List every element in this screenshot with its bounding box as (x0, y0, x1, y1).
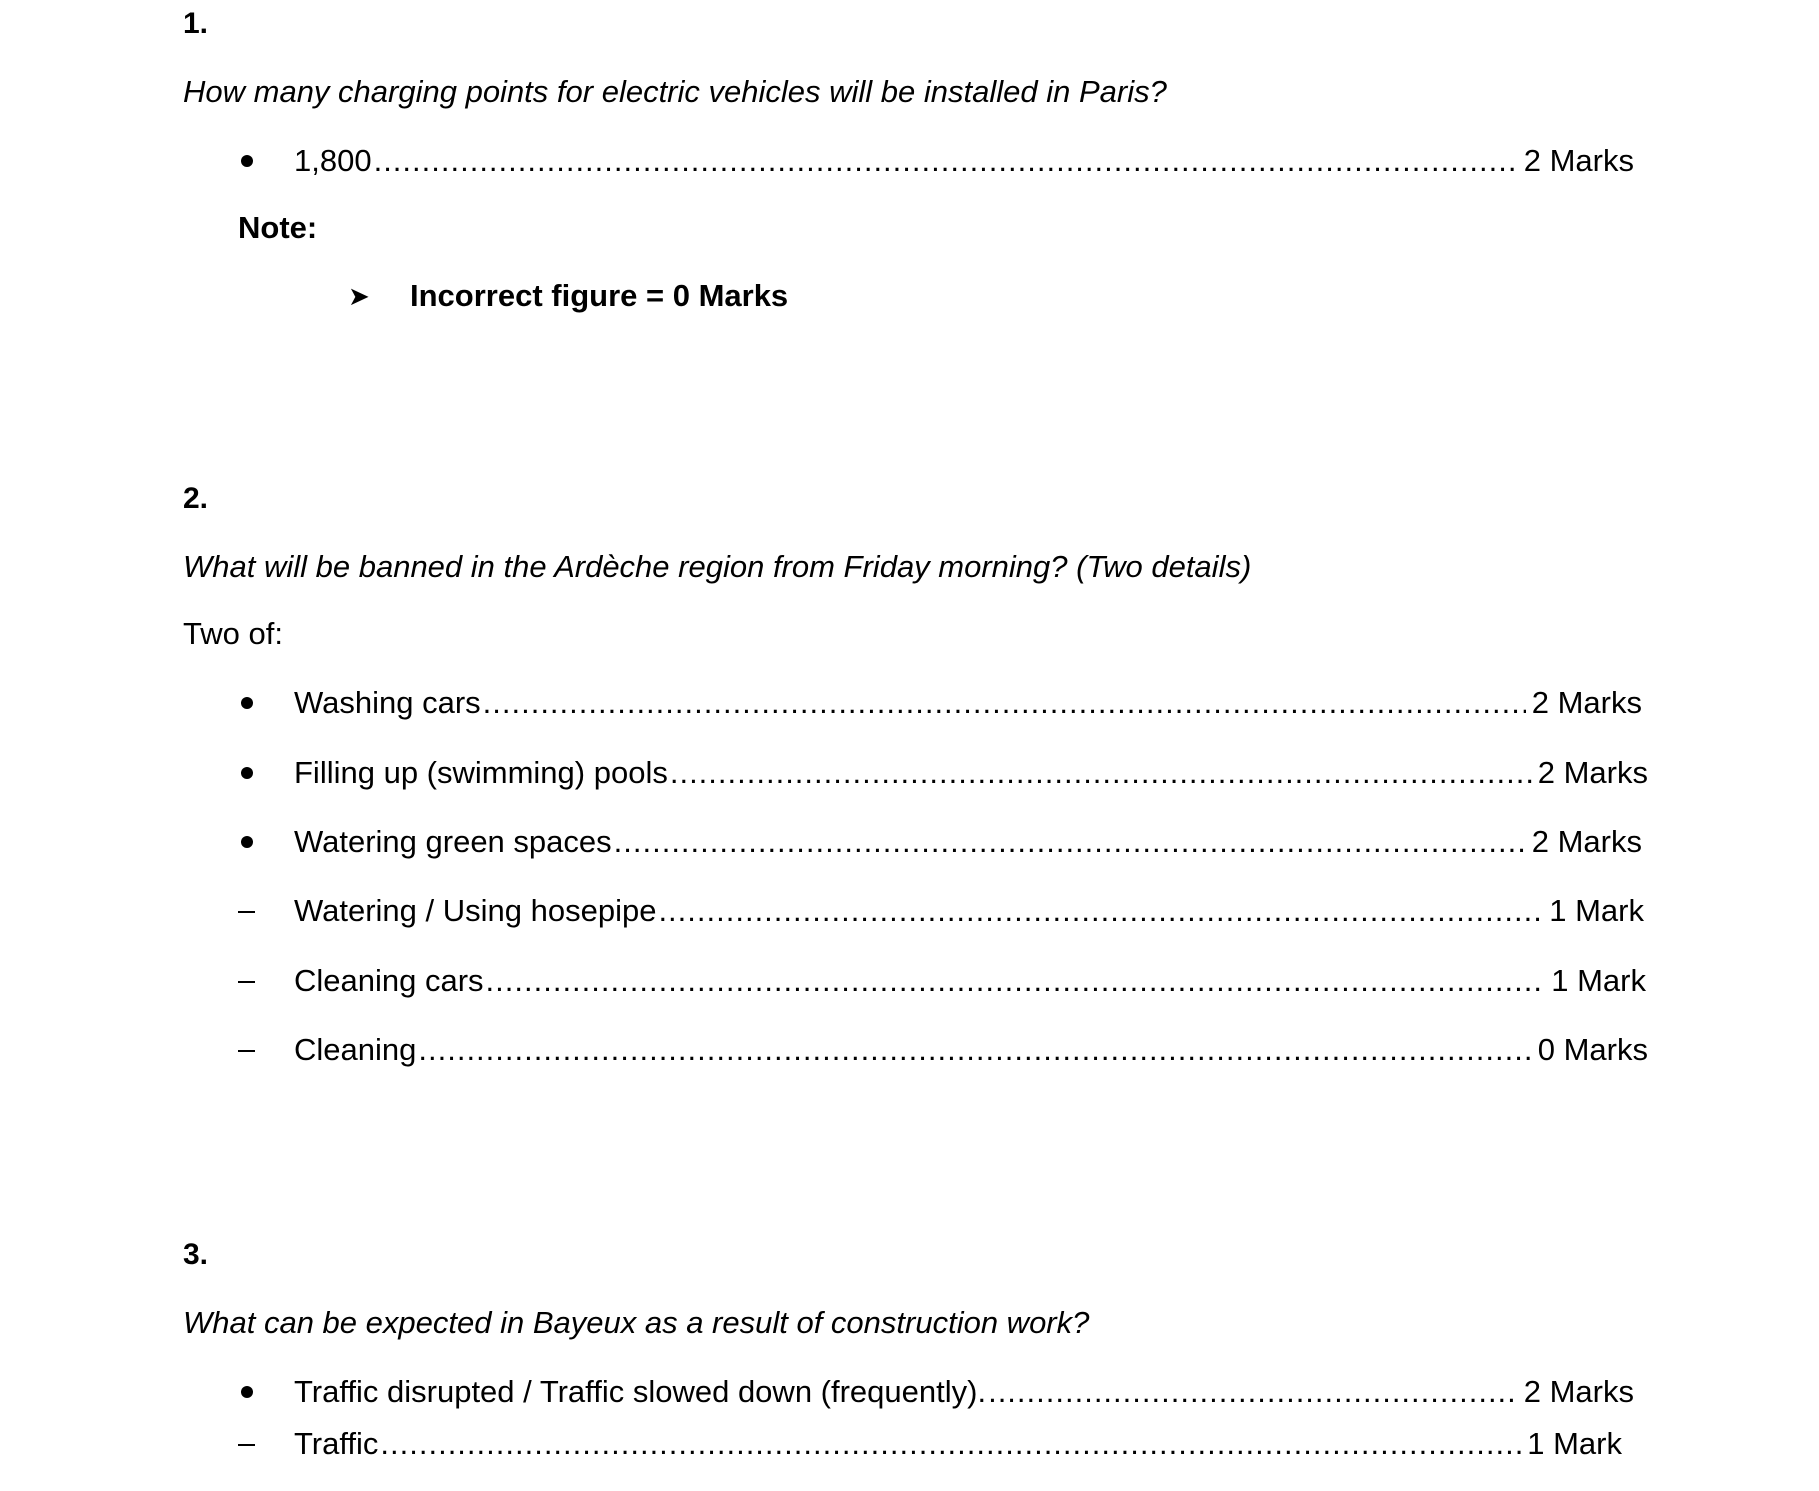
answer-marks: 2 Marks (1523, 1374, 1634, 1409)
bullet-icon (234, 822, 294, 862)
answer-leader (294, 822, 1642, 862)
note-label: Note: (238, 210, 318, 245)
answer-leader (294, 683, 1642, 723)
dot-leader (988, 1372, 1518, 1412)
answer-marks: 0 Marks (1537, 1032, 1648, 1067)
note-item (348, 276, 788, 316)
answer-row (234, 683, 1642, 723)
dash-icon (234, 891, 294, 931)
bullet-icon (234, 683, 294, 723)
question-2-number: 2. (183, 482, 209, 515)
question-2-text: What will be banned in the Ardèche region from Friday morning? (Two details) (183, 549, 1252, 584)
answer-marks: 2 Marks (1537, 755, 1648, 790)
answer-marks: 2 Marks (1523, 143, 1634, 178)
answer-leader (294, 891, 1644, 931)
bullet-icon (234, 753, 294, 793)
answer-row (234, 961, 1646, 1001)
note-text: Incorrect figure = 0 Marks (410, 278, 789, 313)
answer-label: 1,800 (294, 143, 372, 178)
bullet-icon (234, 141, 294, 181)
answer-row (234, 1372, 1634, 1412)
answer-row (234, 1424, 1622, 1464)
answer-marks: 1 Mark (1527, 1426, 1622, 1461)
question-3-text: What can be expected in Bayeux as a result of construction work? (183, 1305, 1090, 1340)
answer-marks: 2 Marks (1531, 824, 1642, 859)
dot-leader (670, 753, 1532, 793)
question-3-number: 3. (183, 1238, 209, 1271)
arrowhead-bullet-icon: ➤ (348, 281, 370, 311)
dash-icon (234, 1424, 294, 1464)
answer-leader (294, 1424, 1622, 1464)
answer-label: Watering / Using hosepipe (294, 893, 657, 928)
answer-row (234, 1030, 1648, 1070)
answer-leader (294, 1030, 1648, 1070)
answer-leader (294, 961, 1646, 1001)
bullet-icon (234, 1372, 294, 1412)
answer-leader (294, 1372, 1634, 1412)
question-1-number: 1. (183, 7, 209, 40)
answer-label: Filling up (swimming) pools (294, 755, 668, 790)
answer-marks: 1 Mark (1551, 963, 1646, 998)
question-2-intro: Two of: (183, 616, 283, 651)
answer-row (234, 141, 1634, 181)
dot-leader (418, 1030, 1531, 1070)
dot-leader (658, 891, 1543, 931)
dot-leader (374, 141, 1518, 181)
answer-marks: 2 Marks (1531, 685, 1642, 720)
dash-icon (234, 1030, 294, 1070)
dot-leader (486, 961, 1546, 1001)
question-1-text: How many charging points for electric vehicles will be installed in Paris? (183, 74, 1167, 109)
answer-row (234, 891, 1644, 931)
answer-label: Watering green spaces (294, 824, 612, 859)
answer-row (234, 753, 1648, 793)
answer-label: Traffic (294, 1426, 379, 1461)
answer-leader (294, 141, 1634, 181)
answer-label: Washing cars (294, 685, 481, 720)
answer-label: Traffic disrupted / Traffic slowed down (frequently). (294, 1374, 987, 1409)
answer-label: Cleaning (294, 1032, 417, 1067)
answer-row (234, 822, 1642, 862)
dot-leader (380, 1424, 1521, 1464)
answer-leader (294, 753, 1648, 793)
dash-icon (234, 961, 294, 1001)
dot-leader (614, 822, 1526, 862)
answer-marks: 1 Mark (1549, 893, 1644, 928)
dot-leader (483, 683, 1526, 723)
answer-label: Cleaning cars (294, 963, 484, 998)
